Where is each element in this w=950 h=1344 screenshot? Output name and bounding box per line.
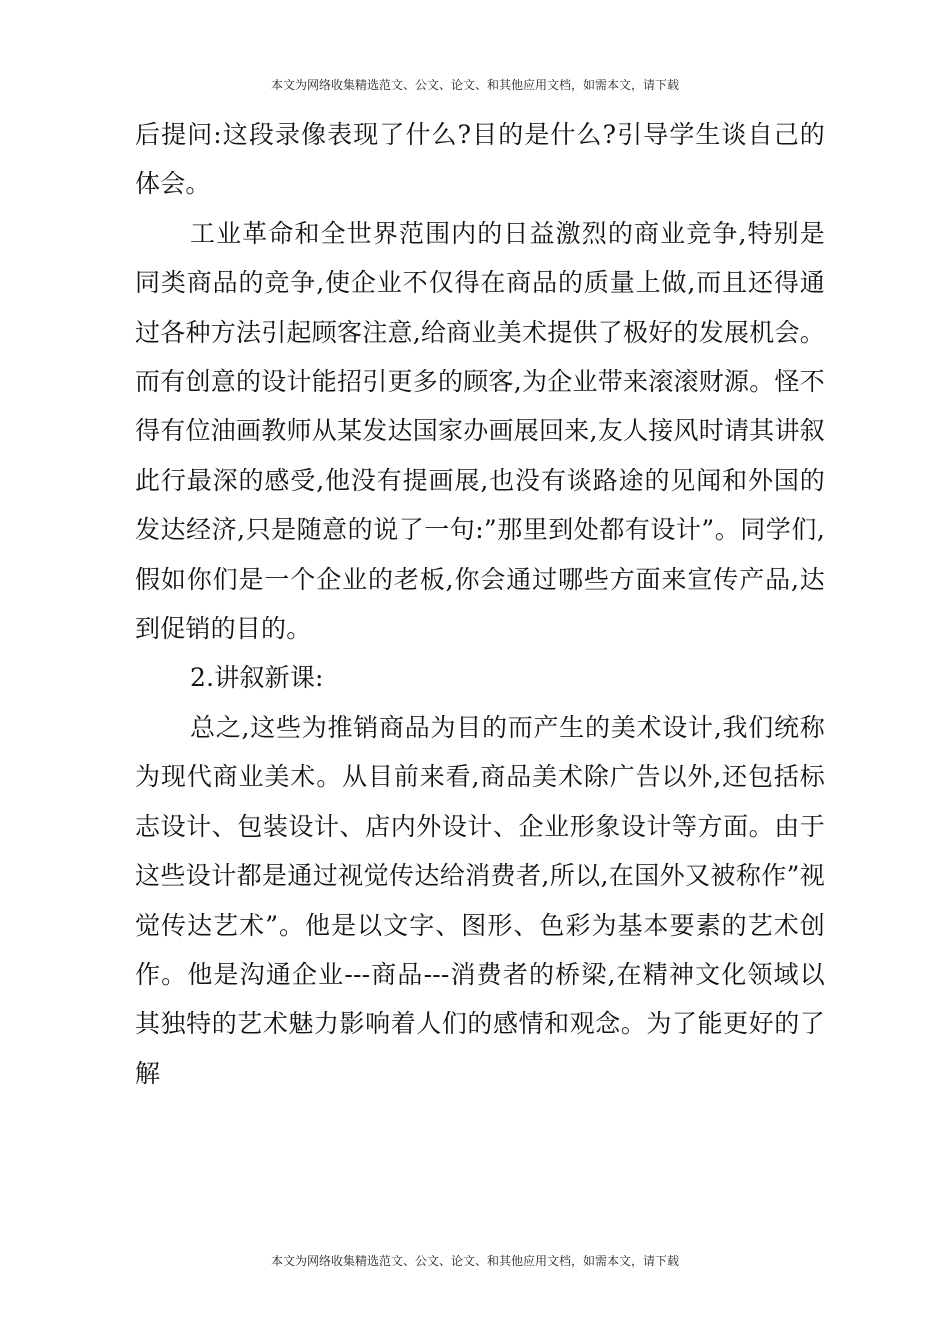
page-footer-note: 本文为网络收集精选范文、公文、论文、和其他应用文档，如需本文，请下载: [270, 1254, 679, 1268]
paragraph-continuation: 后提问:这段录像表现了什么?目的是什么?引导学生谈自己的体会。: [135, 120, 825, 199]
section-heading-new-lesson: 2.讲叙新课:: [190, 663, 324, 693]
page-header-note: 本文为网络收集精选范文、公文、论文、和其他应用文档，如需本文，请下载: [270, 78, 679, 92]
paragraph-industrial-revolution: 工业革命和全世界范围内的日益激烈的商业竞争,特别是同类商品的竞争,使企业不仅得在商品的质量上做,而且还得通过各种方法引起顾客注意,给商业美术提供了极好的发展机会。而有创意的设计能招引更多的顾客,为企业带来滚滚财源。怪不得有位油画教师从某发达国家办画展回来,友人接风时请其讲叙此行最深的感受,他没有提画展,也没有谈路途的见闻和外国的发达经济,只是随意的说了一句:”那里到处都有设计”。同学们,假如你们是一个企业的老板,你会通过哪些方面来宣传产品,达到促销的目的。: [135, 218, 825, 644]
document-body: [135, 110, 825, 1098]
paragraph-commercial-art: 总之,这些为推销商品为目的而产生的美术设计,我们统称为现代商业美术。从目前来看,商品美术除广告以外,还包括标志设计、包装设计、店内外设计、企业形象设计等方面。由于这些设计都是通过视觉传达给消费者,所以,在国外又被称作”视觉传达艺术”。他是以文字、图形、色彩为基本要素的艺术创作。他是沟通企业---商品---消费者的桥梁,在精神文化领域以其独特的艺术魅力影响着人们的感情和观念。为了能更好的了解: [135, 712, 825, 1088]
